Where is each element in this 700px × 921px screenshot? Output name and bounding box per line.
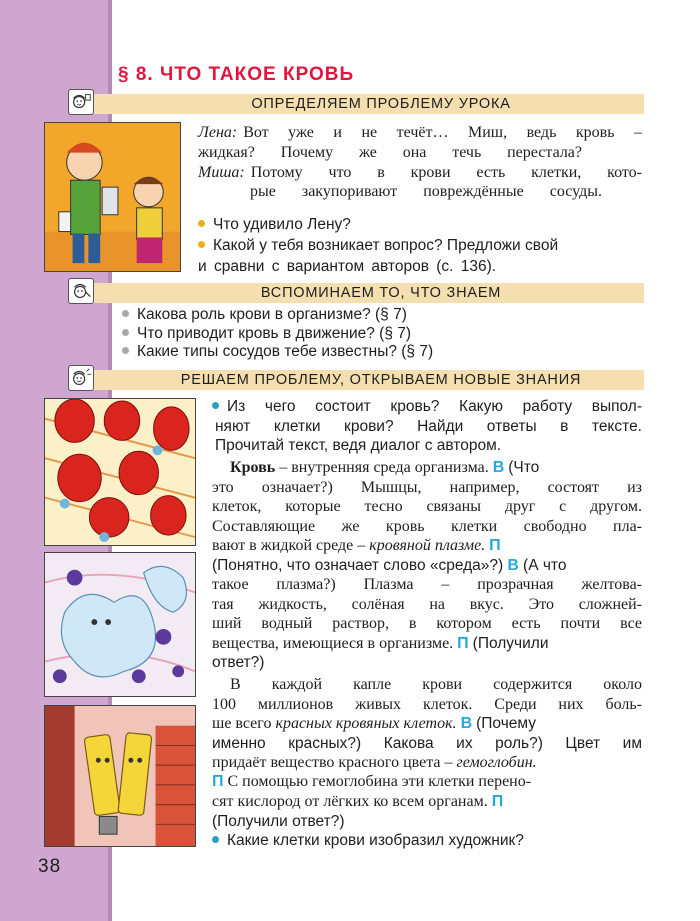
final-question-text: Какие клетки крови изобразил художник? [227,832,524,849]
text-run: именно красных?) Какова их роль?) Цвет им [212,734,642,752]
text-run: вают в жидкой среде – [212,537,366,555]
bullet-icon [212,402,219,409]
question-text: и сравни с вариантом авторов (с. 136). [198,258,497,275]
text-run: С помощью гемоглобина эти клетки перено- [227,773,532,791]
dialog-name-lena: Лена: [198,124,238,141]
text-run: 100 миллионов живых клеток. Среди них боль- [212,695,642,713]
dialog-marker-question: В [507,556,519,574]
text-run: клеток, которые тесно связаны друг с другом. [212,498,642,516]
band-discover-title: РЕШАЕМ ПРОБЛЕМУ, ОТКРЫВАЕМ НОВЫЕ ЗНАНИЯ [180,372,582,388]
paragraph-blood [212,458,642,672]
text-run: (Что [508,459,540,476]
page-number: 38 [38,856,62,877]
section-title: § 8. ЧТО ТАКОЕ КРОВЬ [118,64,355,85]
bullet-icon [198,241,205,248]
recall-item [122,343,562,362]
text-run: (Понятно, что означает слово «среда»?) [212,556,504,574]
bullet-icon [198,220,205,227]
dialog-marker-answer: П [489,537,501,555]
intro-line: Прочитай текст, ведя диалог с автором. [215,437,502,454]
text-run: тая жидкость, солёная на вкус. Это сложней- [212,595,642,613]
dialog-line: Вот уже и не течёт… Миш, ведь кровь – [243,124,642,141]
recall-item [122,306,562,325]
recall-item-text: Какова роль крови в организме? (§ 7) [137,306,407,323]
recall-questions [122,306,562,362]
term-plasma: кровяной плазме. [369,537,486,555]
dialog-line: Потому что в крови есть клетки, кото- [250,163,642,181]
thinking-child-icon [68,365,94,391]
term-blood: Кровь [230,459,276,476]
text-run: В каждой капле крови содержится около [230,676,642,693]
text-run: (Получили ответ?) [212,812,345,830]
text-run: ший водный раствор, в котором есть почти все [212,615,642,633]
illustration-lena-misha [44,122,181,272]
intro-questions [212,397,642,456]
illustration-white-blood-cells [44,552,196,697]
text-run: сят кислород от лёгких ко всем органам. [212,792,488,810]
problem-questions [198,215,644,276]
intro-line: няют клетки крови? Найди ответы в тексте. [215,417,642,435]
text-run: (Почему [476,715,536,733]
dialog-name-misha: Миша: [198,163,245,181]
paragraph-red-cells [212,675,642,831]
final-question [212,831,642,850]
text-run: – внутренняя среда организма. [279,459,489,476]
illustration-hemoglobin-cells [44,705,196,847]
term-red-cells: красных кровяных клеток. [275,715,457,733]
bullet-icon [122,310,129,317]
text-run: придаёт вещество красного цвета – [212,753,453,771]
bullet-icon [212,836,219,843]
text-run: (А что [523,556,567,574]
text-run: Составляющие же кровь клетки свободно пла- [212,517,642,535]
intro-line: Из чего состоит кровь? Какую работу выпол- [227,398,642,415]
question-text: Какой у тебя возникает вопрос? Предложи свой [213,237,559,254]
illustration-red-blood-cells [44,398,196,546]
bullet-icon [122,329,129,336]
recall-item [122,325,562,344]
dialog-line: жидкая? Почему же она течь перестала? [198,143,582,161]
dialog-marker-question: В [460,715,473,733]
band-problem-title: ОПРЕДЕЛЯЕМ ПРОБЛЕМУ УРОКА [251,96,511,112]
dialog-marker-answer: П [212,773,224,791]
text-run: ответ?) [212,654,265,672]
text-run: такое плазма?) Плазма – прозрачная желтова- [212,575,642,593]
dialog-block [198,123,642,202]
text-run: вещества, имеющиеся в организме. [212,634,454,652]
question-text: Что удивило Лену? [213,216,351,233]
text-run: ше всего [212,715,272,733]
thinking-child-icon [68,278,94,304]
recall-item-text: Какие типы сосудов тебе известны? (§ 7) [137,343,434,360]
recall-item-text: Что приводит кровь в движение? (§ 7) [137,324,412,342]
dialog-marker-answer: П [457,634,469,652]
dialog-marker-answer: П [491,792,504,810]
term-hemoglobin: гемоглобин. [456,753,537,771]
text-run: (Получили [472,634,549,652]
text-run: это означает?) Мышцы, например, состоят из [212,478,642,496]
band-recall-title: ВСПОМИНАЕМ ТО, ЧТО ЗНАЕМ [260,285,502,301]
dialog-line: рые закупоривают повреждённые сосуды. [250,183,602,201]
dialog-marker-question: В [492,459,505,476]
bullet-icon [122,347,129,354]
thinking-child-icon [68,89,94,115]
